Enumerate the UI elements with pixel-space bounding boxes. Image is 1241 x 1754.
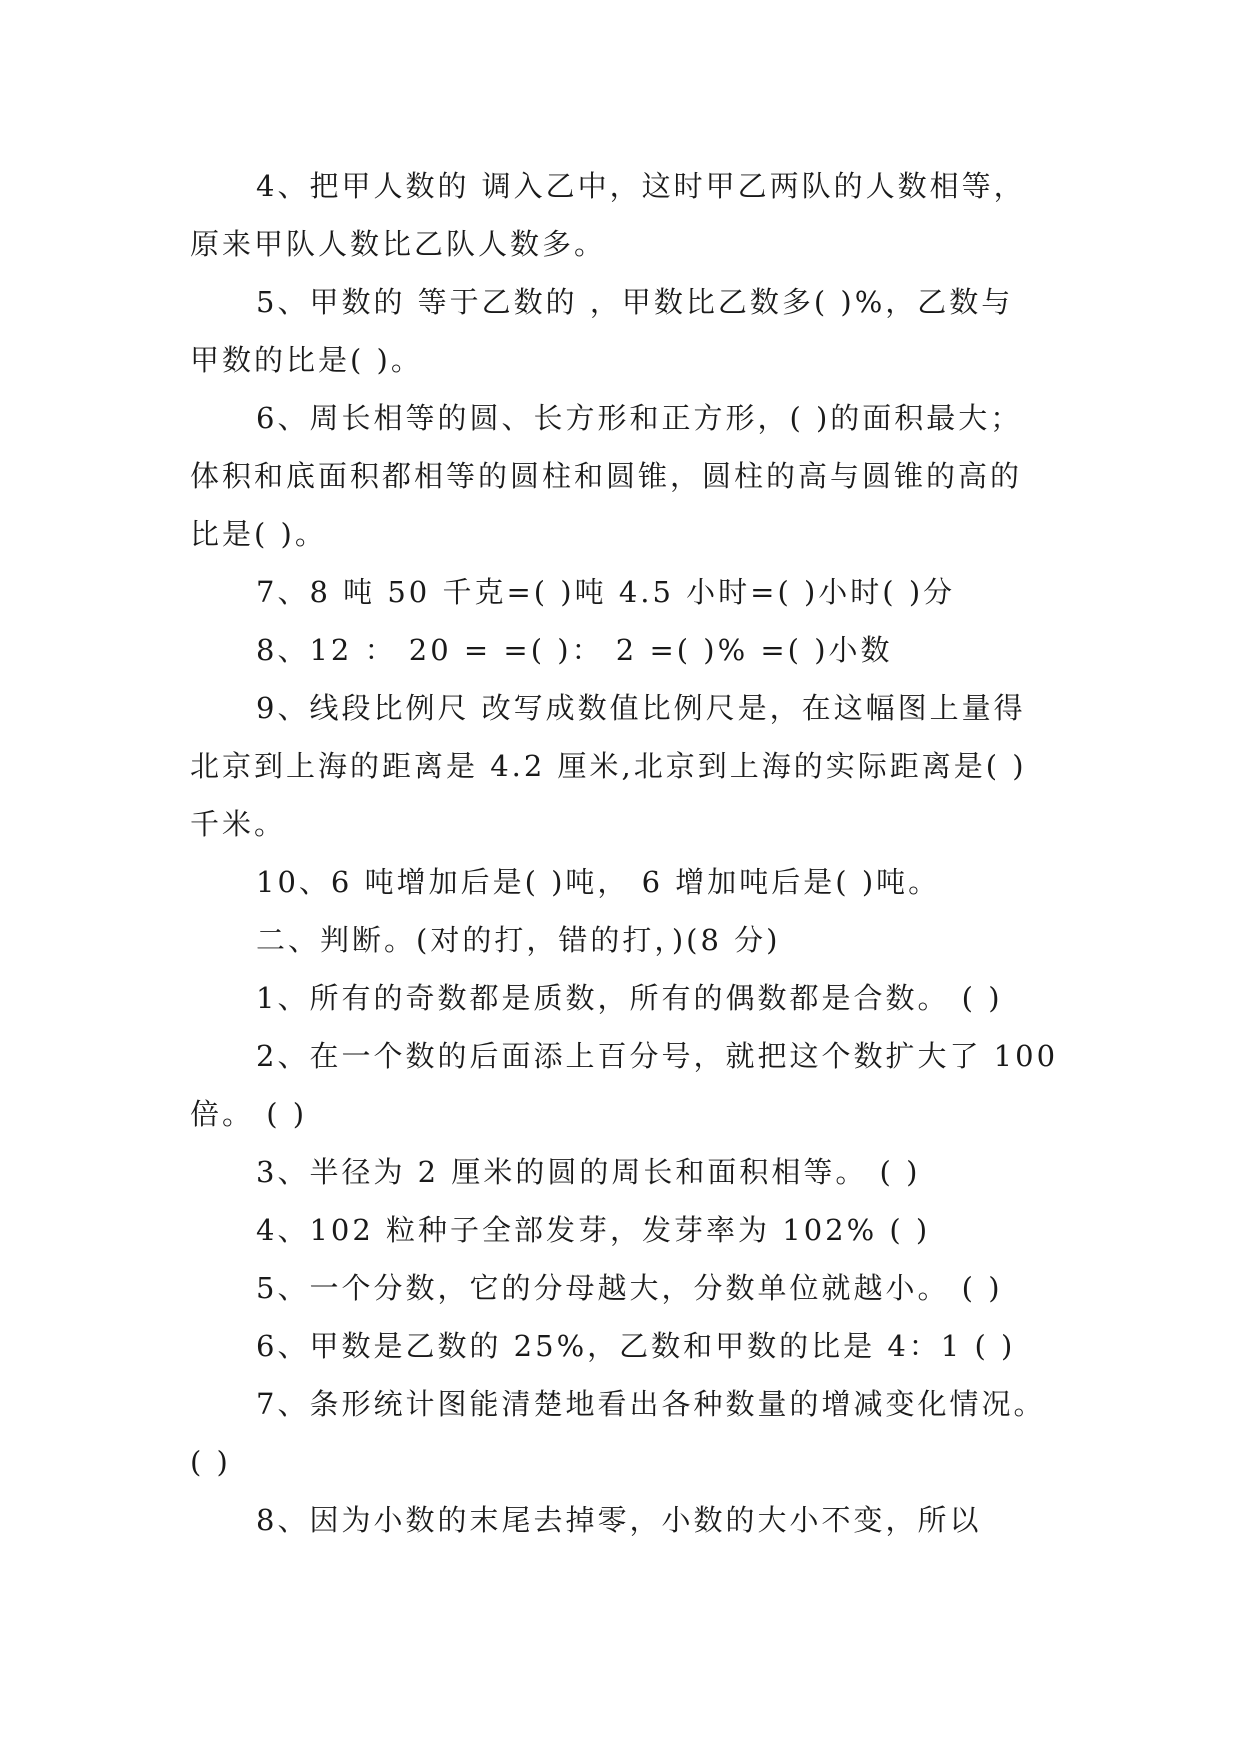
text-line-q4-part1: 4、把甲人数的 调入乙中，这时甲乙两队的人数相等， [256,169,1026,203]
text-line-q9-part3: 千米。 [190,807,287,841]
text-line-q6-part3: 比是( )。 [190,517,327,551]
text-line-q9-part1: 9、线段比例尺 改写成数值比例尺是，在这幅图上量得 [256,691,1026,725]
text-line-j7-part1: 7、条形统计图能清楚地看出各种数量的增减变化情况。 [256,1387,1046,1421]
text-line-j6: 6、甲数是乙数的 25%，乙数和甲数的比是 4：1 ( ) [256,1329,1016,1363]
text-line-q5-part2: 甲数的比是( )。 [190,343,423,377]
section-heading-judgment: 二、判断。(对的打，错的打，)(8 分) [256,923,781,957]
text-line-j4: 4、102 粒种子全部发芽，发芽率为 102% ( ) [256,1213,931,1247]
text-line-q6-part1: 6、周长相等的圆、长方形和正方形，( )的面积最大； [256,401,1023,435]
text-line-q9-part2: 北京到上海的距离是 4.2 厘米,北京到上海的实际距离是( ) [190,749,1027,783]
text-line-q10: 10、6 吨增加后是( )吨， 6 增加吨后是( )吨。 [256,865,941,899]
text-line-j8: 8、因为小数的末尾去掉零，小数的大小不变，所以 [256,1503,982,1537]
text-line-q4-part2: 原来甲队人数比乙队人数多。 [190,227,607,261]
text-line-q5-part1: 5、甲数的 等于乙数的 ，甲数比乙数多( )%，乙数与 [256,285,1014,319]
text-line-q8: 8、12 ： 20 = =( )： 2 =( )% =( )小数 [256,633,893,667]
text-line-j3: 3、半径为 2 厘米的圆的周长和面积相等。 ( ) [256,1155,921,1189]
text-line-j2-part1: 2、在一个数的后面添上百分号，就把这个数扩大了 100 [256,1039,1059,1073]
text-line-q6-part2: 体积和底面积都相等的圆柱和圆锥，圆柱的高与圆锥的高的 [190,459,1023,493]
text-line-j5: 5、一个分数，它的分母越大，分数单位就越小。 ( ) [256,1271,1003,1305]
text-line-j1: 1、所有的奇数都是质数，所有的偶数都是合数。 ( ) [256,981,1003,1015]
text-line-q7: 7、8 吨 50 千克=( )吨 4.5 小时=( )小时( )分 [256,575,956,609]
text-line-j2-part2: 倍。 ( ) [190,1097,308,1131]
text-line-j7-part2: ( ) [190,1445,231,1479]
